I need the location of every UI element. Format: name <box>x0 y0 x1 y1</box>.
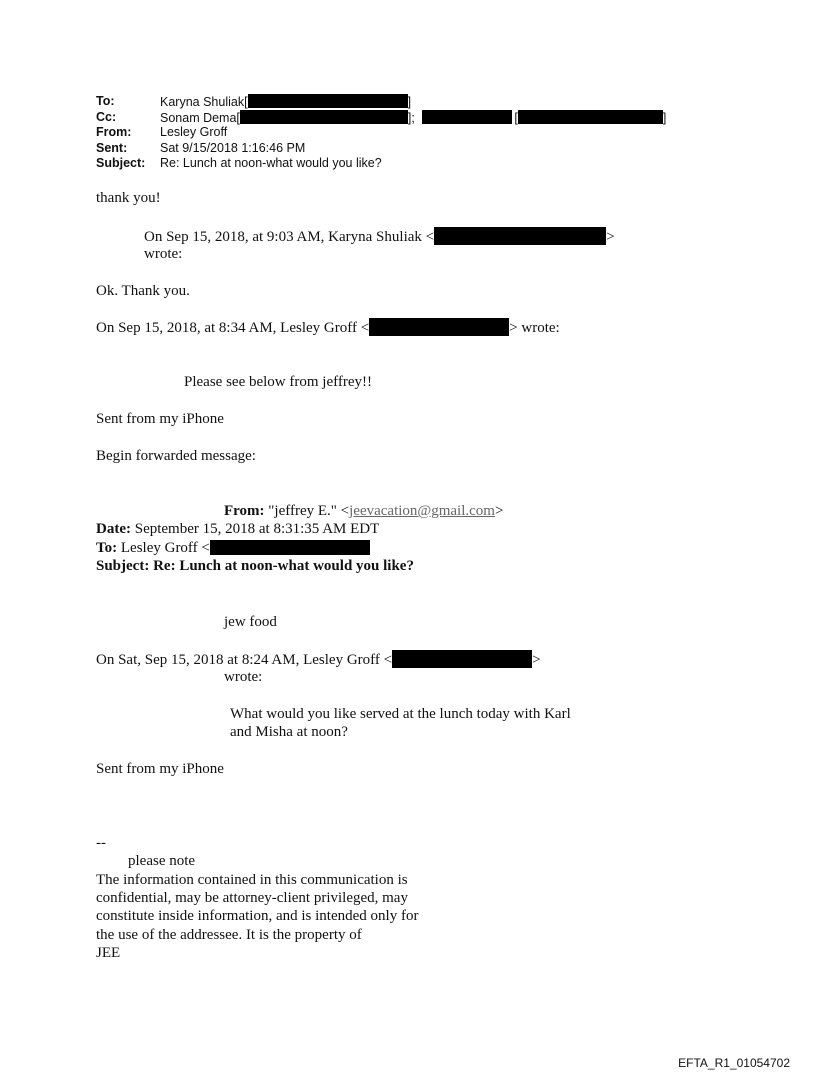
body-line-reply: jew food <box>224 614 277 630</box>
body-line-ok-thank-you: Ok. Thank you. <box>96 283 190 299</box>
redaction-bar <box>518 110 663 124</box>
signature-line-3: constitute inside information, and is intended only for <box>96 908 419 924</box>
subject-value: Re: Lunch at noon-what would you like? <box>160 156 382 170</box>
quote-header-1-wrote: wrote: <box>144 246 183 262</box>
redaction-bar <box>240 110 408 124</box>
quote-header-3-wrote: wrote: <box>224 669 263 685</box>
signature-dash: -- <box>96 835 106 851</box>
document-id: EFTA_R1_01054702 <box>678 1056 790 1070</box>
sent-from-iphone-1: Sent from my iPhone <box>96 411 224 427</box>
sent-label: Sent: <box>96 140 128 155</box>
body-line-question-2: and Misha at noon? <box>230 724 348 740</box>
begin-forwarded-message: Begin forwarded message: <box>96 448 256 464</box>
signature-line-2: confidential, may be attorney-client privileged, may <box>96 890 408 906</box>
quote-header-3: On Sat, Sep 15, 2018 at 8:24 AM, Lesley Groff < > <box>96 652 541 668</box>
to-close: ] <box>407 95 412 109</box>
redaction-bar <box>392 650 532 668</box>
to-label: To: <box>96 94 115 108</box>
fwd-from-row: From: "jeffrey E." <jeevacation@gmail.com> <box>224 503 504 519</box>
sent-from-iphone-2: Sent from my iPhone <box>96 761 224 777</box>
signature-line-1: The information contained in this communication is <box>96 872 408 888</box>
quote-header-1: On Sep 15, 2018, at 9:03 AM, Karyna Shuliak < > <box>144 229 615 245</box>
fwd-from-email-link[interactable]: jeevacation@gmail.com <box>349 503 495 519</box>
cc-label: Cc: <box>96 109 117 124</box>
redaction-bar <box>210 540 370 555</box>
body-line-question-1: What would you like served at the lunch today with Karl <box>230 706 571 722</box>
cc-close: ] <box>662 110 667 125</box>
redaction-bar <box>369 318 509 336</box>
subject-label: Subject: <box>96 156 146 170</box>
redaction-bar <box>434 227 606 245</box>
fwd-date-row: Date: September 15, 2018 at 8:31:35 AM EDT <box>96 521 380 537</box>
quote-header-2: On Sep 15, 2018, at 8:34 AM, Lesley Groff < > wrote: <box>96 320 560 336</box>
from-value: Lesley Groff <box>160 125 228 139</box>
from-label: From: <box>96 125 132 139</box>
sent-value: Sat 9/15/2018 1:16:46 PM <box>160 140 306 155</box>
cc-value: Sonam Dema[ <box>160 110 240 125</box>
cc-sep: ]; <box>407 110 415 125</box>
fwd-to-row: To: Lesley Groff < <box>96 539 370 558</box>
redaction-bar <box>248 94 408 108</box>
signature-line-4: the use of the addressee. It is the property of <box>96 927 362 943</box>
signature-line-5: JEE <box>96 945 121 961</box>
redaction-bar <box>422 110 512 124</box>
body-line-please-see: Please see below from jeffrey!! <box>184 374 372 390</box>
body-line-thank-you: thank you! <box>96 190 161 206</box>
signature-note: please note <box>128 853 196 869</box>
to-value: Karyna Shuliak[ <box>160 95 248 109</box>
fwd-subject-row: Subject: Re: Lunch at noon-what would you like? <box>96 558 414 574</box>
